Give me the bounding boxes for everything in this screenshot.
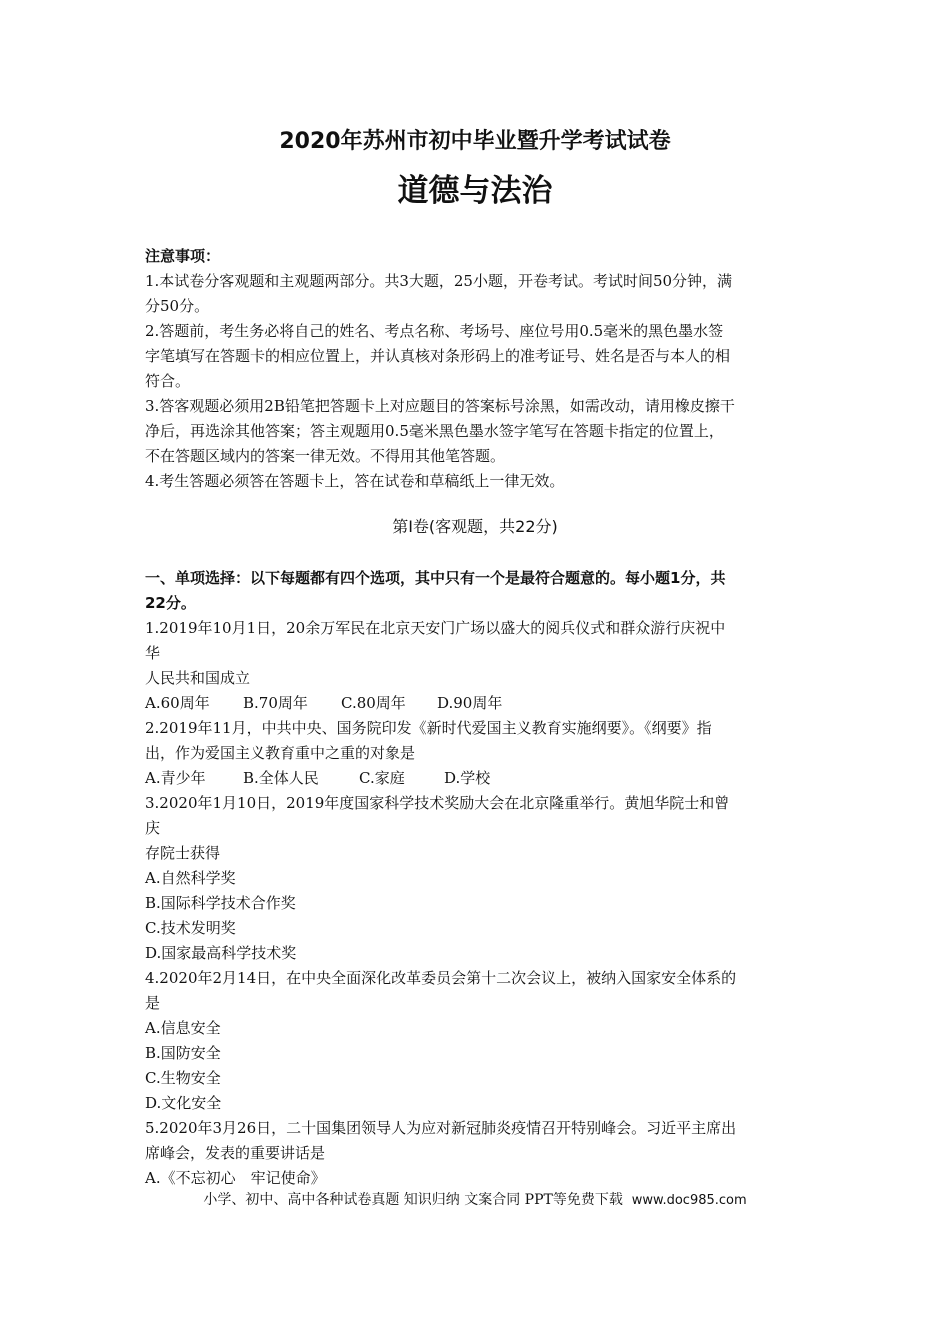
question-1-text: 1.2019年10月1日，20余万军民在北京天安门广场以盛大的阅兵仪式和群众游行庆祝中: [145, 619, 726, 637]
notice-line: 分50分。: [145, 297, 210, 315]
question-2-text: 出，作为爱国主义教育重中之重的对象是: [145, 744, 416, 762]
option-a: A.60周年: [145, 694, 210, 712]
question-5-text: 席峰会，发表的重要讲话是: [145, 1144, 326, 1162]
question-4-option-d: D.文化安全: [145, 1094, 222, 1112]
notice-line: 字笔填写在答题卡的相应位置上，并认真核对条形码上的准考证号、姓名是否与本人的相: [145, 347, 731, 365]
question-3-option-b: B.国际科学技术合作奖: [145, 894, 296, 912]
notice-heading: 注意事项：: [145, 247, 221, 265]
question-5-text: 5.2020年3月26日，二十国集团领导人为应对新冠肺炎疫情召开特别峰会。习近平主席出: [145, 1119, 737, 1137]
question-3-option-c: C.技术发明奖: [145, 919, 236, 937]
option-a: A.青少年: [145, 769, 206, 787]
question-2-options: [145, 766, 810, 791]
notice-line: 1.本试卷分客观题和主观题两部分。共3大题，25小题，开卷考试。考试时间50分钟，满: [145, 272, 733, 290]
notice-section: [145, 244, 810, 494]
question-3-text: 存院士获得: [145, 844, 221, 862]
question-5-option-a: A.《不忘初心 牢记使命》: [145, 1169, 326, 1187]
footer-text: 小学、初中、高中各种试卷真题 知识归纳 文案合同 PPT等免费下载: [203, 1192, 623, 1208]
notice-line: 4.考生答题必须答在答题卡上，答在试卷和草稿纸上一律无效。: [145, 472, 565, 490]
option-d: D.90周年: [437, 694, 503, 712]
notice-line: 不在答题区域内的答案一律无效。不得用其他笔答题。: [145, 447, 506, 465]
exam-title: 2020年苏州市初中毕业暨升学考试试卷: [279, 129, 671, 154]
part1-instruction: 22分。: [145, 594, 196, 612]
subject-title: 道德与法治: [397, 173, 553, 209]
question-1-text: 华: [145, 644, 161, 662]
notice-line: 2.答题前，考生务必将自己的姓名、考点名称、考场号、座位号用0.5毫米的黑色墨水签: [145, 322, 724, 340]
question-1-text: 人民共和国成立: [145, 669, 251, 687]
footer-site-link[interactable]: www.doc985.com: [631, 1193, 747, 1208]
page-footer: [0, 1189, 950, 1212]
option-b: B.全体人民: [243, 769, 319, 787]
question-4-text: 是: [145, 994, 161, 1012]
question-3-option-d: D.国家最高科学技术奖: [145, 944, 297, 962]
question-2-text: 2.2019年11月，中共中央、国务院印发《新时代爱国主义教育实施纲要》。《纲要》指: [145, 719, 712, 737]
notice-line: 3.答客观题必须用2B铅笔把答题卡上对应题目的答案标号涂黑，如需改动，请用橡皮擦干: [145, 397, 735, 415]
question-4-option-c: C.生物安全: [145, 1069, 221, 1087]
question-4-text: 4.2020年2月14日，在中央全面深化改革委员会第十二次会议上，被纳入国家安全体系的: [145, 969, 737, 987]
option-c: C.家庭: [359, 769, 405, 787]
notice-line: 符合。: [145, 372, 191, 390]
questions-section: [145, 566, 810, 1191]
question-4-option-a: A.信息安全: [145, 1019, 221, 1037]
question-3-option-a: A.自然科学奖: [145, 869, 236, 887]
part1-instruction: 一、单项选择：以下每题都有四个选项，其中只有一个是最符合题意的。每小题1分，共: [145, 569, 726, 587]
question-3-text: 庆: [145, 819, 161, 837]
question-3-text: 3.2020年1月10日，2019年度国家科学技术奖励大会在北京隆重举行。黄旭华院士和曾: [145, 794, 730, 812]
section-heading: 第Ⅰ卷(客观题，共22分): [392, 517, 558, 536]
question-1-options: [145, 691, 810, 716]
question-4-option-b: B.国防安全: [145, 1044, 221, 1062]
option-c: C.80周年: [341, 694, 406, 712]
notice-line: 净后，再选涂其他答案；答主观题用0.5毫米黑色墨水签字笔写在答题卡指定的位置上，: [145, 422, 724, 440]
option-d: D.学校: [444, 769, 491, 787]
option-b: B.70周年: [243, 694, 308, 712]
